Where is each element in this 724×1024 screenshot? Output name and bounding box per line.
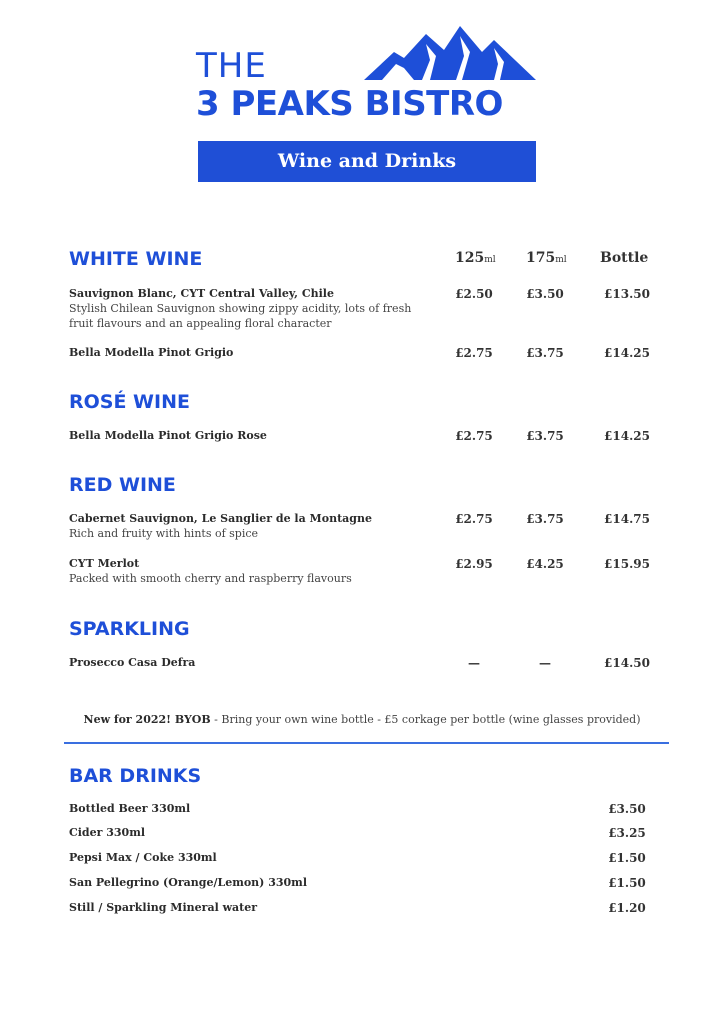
price-175: — bbox=[539, 656, 551, 670]
bar-item-name: Still / Sparkling Mineral water bbox=[69, 901, 258, 914]
menu-item bbox=[69, 511, 449, 541]
header-175ml: 175ml bbox=[526, 250, 567, 266]
bar-item-name: Pepsi Max / Coke 330ml bbox=[69, 851, 217, 864]
price-125: £2.75 bbox=[455, 429, 493, 443]
item-name: Bella Modella Pinot Grigio bbox=[69, 346, 234, 359]
menu-item bbox=[69, 556, 449, 586]
mountain-peaks-icon bbox=[364, 22, 536, 84]
menu-item bbox=[69, 286, 449, 331]
item-name: Bella Modella Pinot Grigio Rose bbox=[69, 429, 267, 442]
price-bottle: £15.95 bbox=[604, 557, 650, 571]
logo-name-text: 3 PEAKS BISTRO bbox=[196, 84, 503, 124]
price-175: £3.75 bbox=[526, 346, 564, 360]
price-125: £2.50 bbox=[455, 287, 493, 301]
bar-item-price: £3.25 bbox=[608, 826, 646, 840]
bar-item-price: £1.20 bbox=[608, 901, 646, 915]
bar-item-name: Cider 330ml bbox=[69, 826, 146, 839]
section-title-white-wine: WHITE WINE bbox=[69, 248, 203, 270]
price-bottle: £14.25 bbox=[604, 429, 650, 443]
menu-banner: Wine and Drinks bbox=[198, 141, 536, 182]
item-name: CYT Merlot bbox=[69, 557, 140, 570]
byob-note: New for 2022! BYOB - Bring your own wine bottle - £5 corkage per bottle (wine glasses provided) bbox=[83, 713, 641, 726]
item-description: Rich and fruity with hints of spice bbox=[69, 527, 259, 540]
price-bottle: £14.75 bbox=[604, 512, 650, 526]
section-divider bbox=[64, 742, 669, 744]
item-name: Cabernet Sauvignon, Le Sanglier de la Montagne bbox=[69, 512, 372, 525]
bar-item-price: £3.50 bbox=[608, 802, 646, 816]
section-title-bar-drinks: BAR DRINKS bbox=[69, 765, 202, 787]
price-125: £2.75 bbox=[455, 512, 493, 526]
section-title-sparkling: SPARKLING bbox=[69, 618, 190, 640]
price-bottle: £13.50 bbox=[604, 287, 650, 301]
price-175: £3.75 bbox=[526, 429, 564, 443]
bar-item-price: £1.50 bbox=[608, 851, 646, 865]
price-125: £2.75 bbox=[455, 346, 493, 360]
item-name: Prosecco Casa Defra bbox=[69, 656, 196, 669]
menu-item bbox=[69, 345, 449, 360]
item-name: Sauvignon Blanc, CYT Central Valley, Chile bbox=[69, 287, 334, 300]
header-125ml: 125ml bbox=[455, 250, 496, 266]
header-bottle: Bottle bbox=[600, 250, 649, 266]
price-bottle: £14.50 bbox=[604, 656, 650, 670]
item-description: Packed with smooth cherry and raspberry flavours bbox=[69, 572, 352, 585]
price-bottle: £14.25 bbox=[604, 346, 650, 360]
price-125: £2.95 bbox=[455, 557, 493, 571]
bar-item-name: San Pellegrino (Orange/Lemon) 330ml bbox=[69, 876, 307, 889]
bistro-logo bbox=[196, 22, 541, 132]
price-125: — bbox=[468, 656, 480, 670]
menu-item bbox=[69, 655, 449, 670]
bar-item-price: £1.50 bbox=[608, 876, 646, 890]
section-title-red-wine: RED WINE bbox=[69, 474, 176, 496]
menu-item bbox=[69, 428, 449, 443]
item-description: Stylish Chilean Sauvignon showing zippy acidity, lots of fresh fruit flavours and an appealing floral character bbox=[69, 302, 412, 330]
section-title-rose-wine: ROSÉ WINE bbox=[69, 391, 190, 413]
price-175: £3.75 bbox=[526, 512, 564, 526]
bar-item-name: Bottled Beer 330ml bbox=[69, 802, 191, 815]
logo-the-text: THE bbox=[196, 46, 267, 86]
price-175: £4.25 bbox=[526, 557, 564, 571]
price-175: £3.50 bbox=[526, 287, 564, 301]
